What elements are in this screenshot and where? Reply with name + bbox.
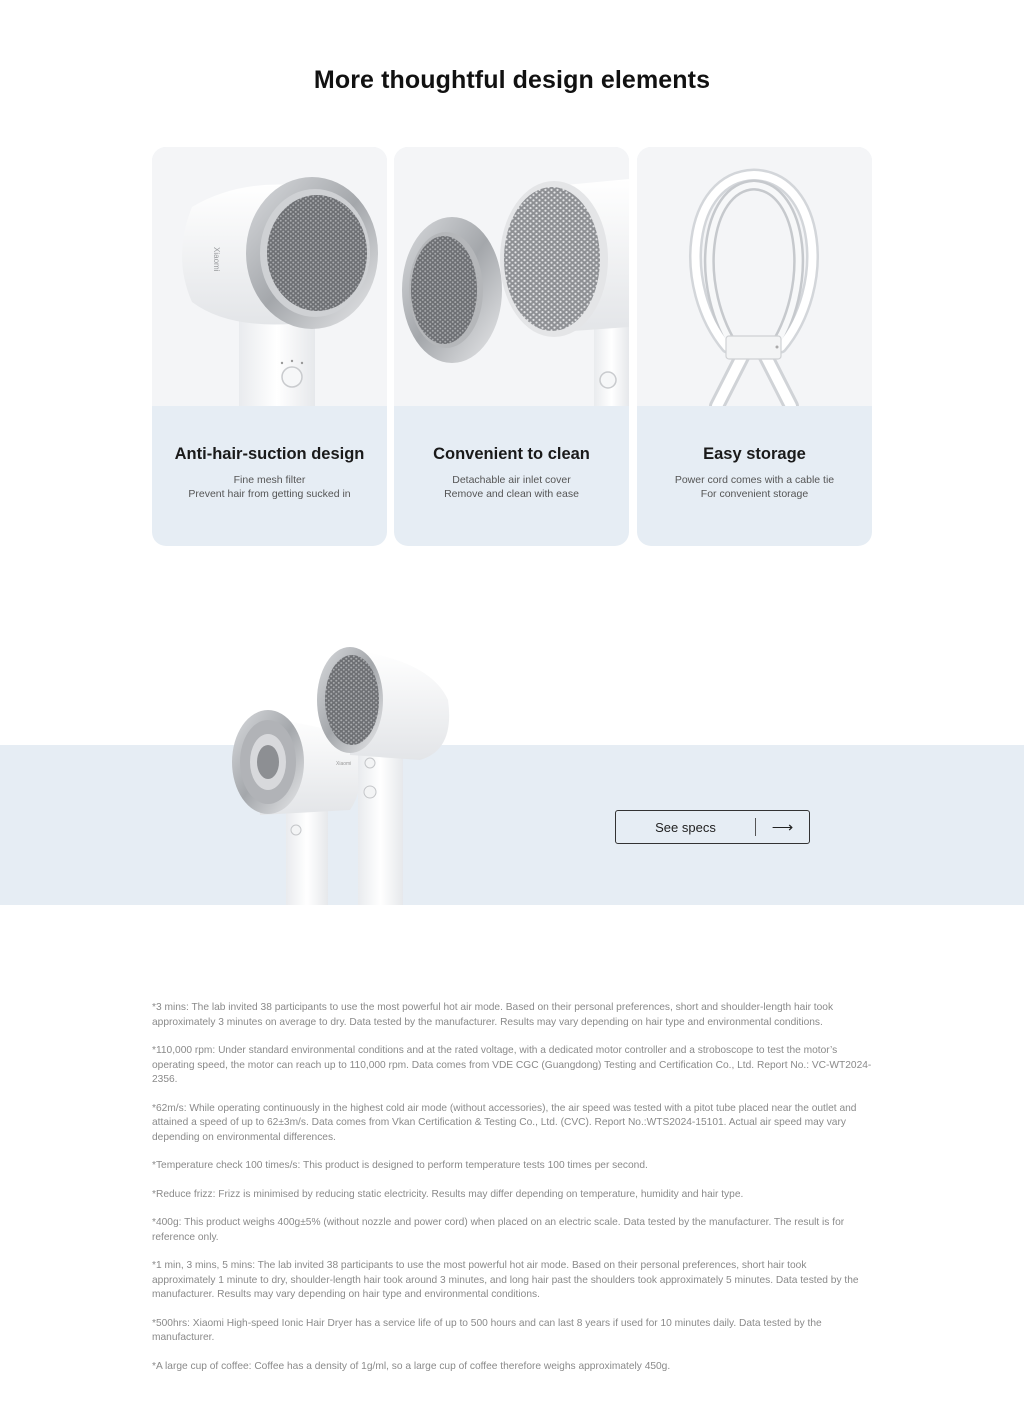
footnote-400g: *400g: This product weighs 400g±5% (without nozzle and power cord) when placed on an electric scale. Data tested by the manufacturer. The result is for reference only. [152, 1217, 845, 1243]
footnote-temperature-check: *Temperature check 100 times/s: This product is designed to perform temperature tests 100 times per second. [152, 1160, 648, 1171]
footnote-500hrs: *500hrs: Xiaomi High-speed Ionic Hair Dryer has a service life of up to 500 hours and can last 8 years if used for 10 minutes daily. Data tested by the manufacturer. [152, 1317, 822, 1343]
footnote-110000-rpm: *110,000 rpm: Under standard environmental conditions and at the rated voltage, with a dedicated motor controller and a stroboscope to test the motor’s operating speed, the motor can reach up to 110,000 rpm. Data comes from VDE CGC (Guangdong) Testing and Certification Co., Ltd. Report No.: VC-WT2024-2356. [152, 1045, 872, 1085]
footnote-62ms: *62m/s: While operating continuously in the highest cold air mode (without accessories), the air speed was tested with a pitot tube placed near the outlet and attained a speed of up to 62±3m/s. Data comes from Vkan Certification & Testing Co., Ltd. (CVC). Report No.:WTS2024-15101. Actual air speed may vary depending on environmental differences. [152, 1102, 857, 1143]
card-line: Detachable air inlet cover [452, 474, 571, 486]
footnote-dry-times: *1 min, 3 mins, 5 mins: The lab invited 38 participants to use the most powerful hot air mode. Based on their personal preferences, short hair took approximately 1 minute to dry, shoulder-length hair took around 3 minutes, and long hair past the shoulders took approximately 5 minutes. Data tested by the manufacturer. Results may vary depending on hair type and environmental conditions. [152, 1260, 859, 1300]
card-title: Easy storage [703, 445, 806, 463]
cable-tie-image [637, 147, 872, 406]
footnote-reduce-frizz: *Reduce frizz: Frizz is minimised by reducing static electricity. Results may differ depending on temperature, humidity and hair type. [152, 1188, 744, 1200]
section-title: More thoughtful design elements [313, 66, 711, 94]
brand-logo: Xiaomi [336, 761, 352, 767]
feature-card-convenient-clean [394, 147, 629, 546]
feature-card-easy-storage [637, 147, 872, 546]
footnote-3-mins: *3 mins: The lab invited 38 participants to use the most powerful hot air mode. Based on their personal preferences, short and shoulder-length hair took approximately 3 minutes on average to dry. Data tested by the manufacturer. Results may vary depending on hair type and environmental conditions. [152, 1002, 834, 1028]
card-line: For convenient storage [700, 488, 809, 500]
see-specs-button[interactable] [615, 810, 810, 844]
card-line: Power cord comes with a cable tie [674, 474, 835, 486]
card-title: Anti-hair-suction design [174, 445, 365, 463]
see-specs-label: See specs [655, 819, 716, 835]
hair-dryer-mesh-image [152, 147, 387, 406]
feature-card-anti-hair-suction [152, 147, 387, 546]
footnotes [152, 1001, 872, 1388]
feature-cards [152, 147, 872, 546]
card-line: Prevent hair from getting sucked in [188, 488, 351, 500]
brand-logo: Xiaomi [212, 247, 221, 272]
footnote-coffee: *A large cup of coffee: Coffee has a density of 1g/ml, so a large cup of coffee therefore weighs approximately 450g. [152, 1360, 671, 1372]
card-line: Fine mesh filter [233, 474, 306, 486]
hair-dryers-hero-image [220, 640, 470, 905]
card-title: Convenient to clean [433, 445, 590, 463]
card-line: Remove and clean with ease [444, 488, 579, 500]
promo-band [0, 745, 1024, 905]
detachable-cover-image [394, 147, 629, 406]
arrow-right-icon: ⟶ [771, 819, 794, 836]
